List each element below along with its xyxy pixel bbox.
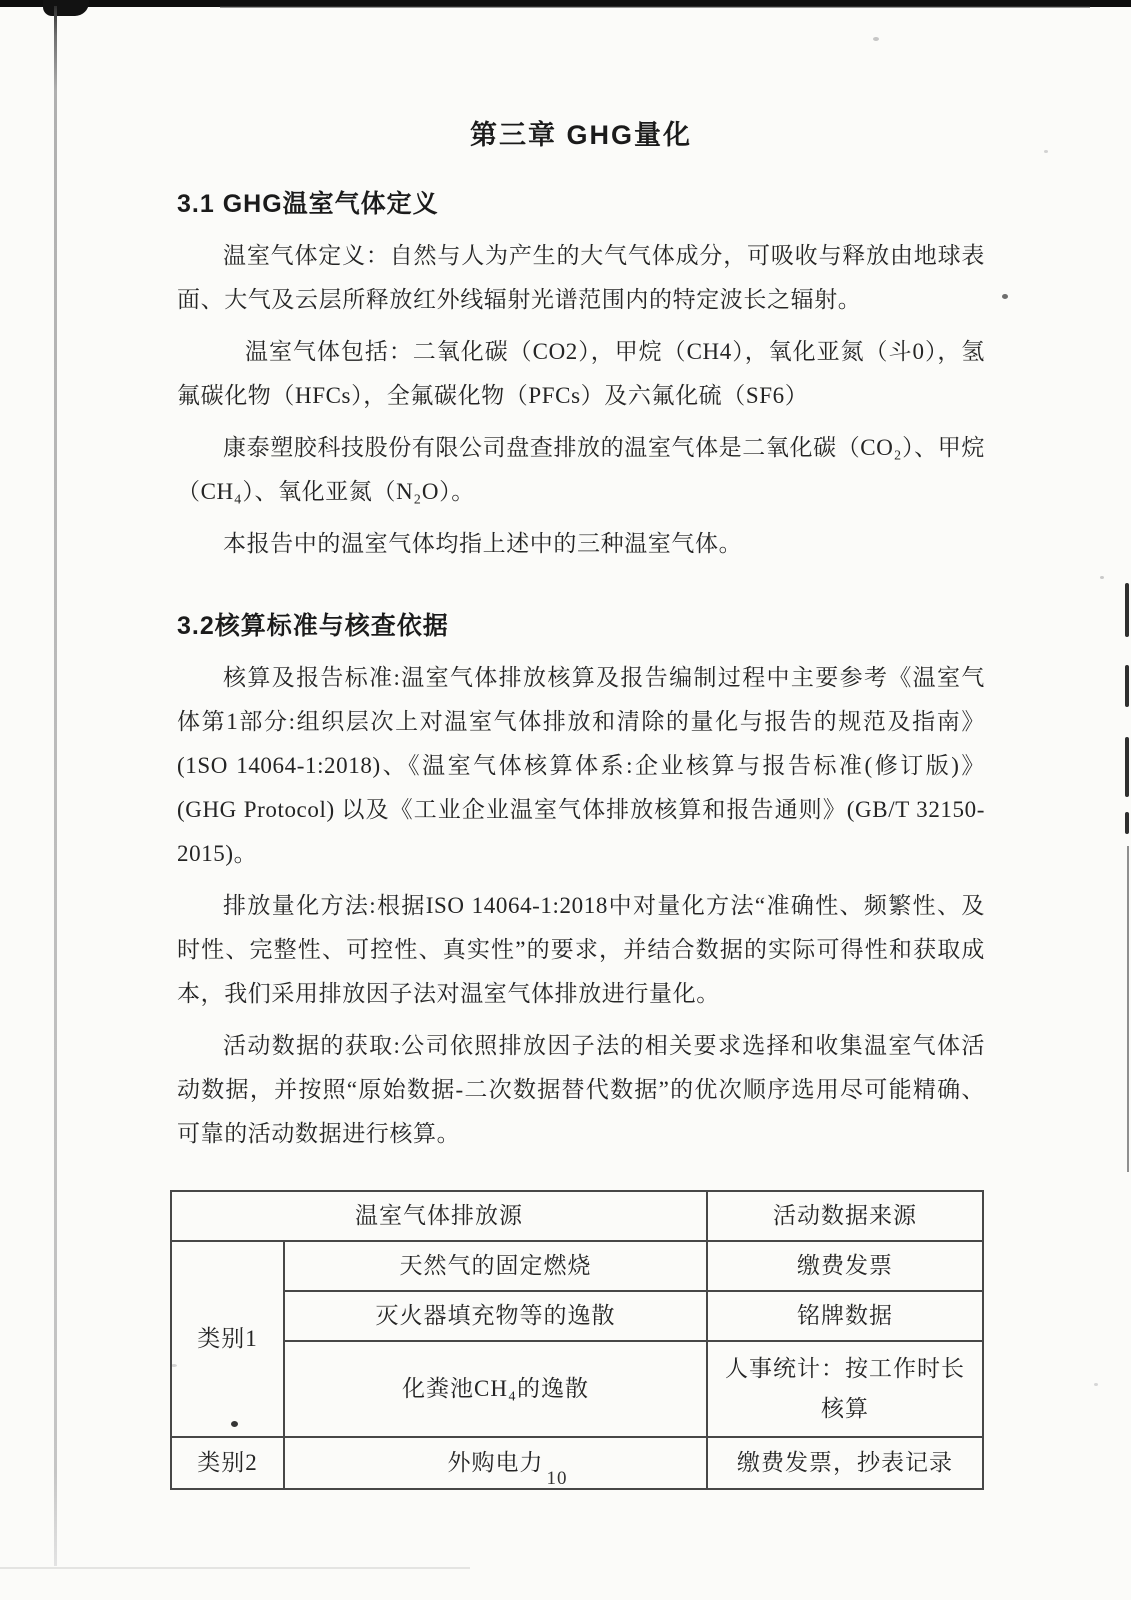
section-heading-3-1: 3.1 GHG温室气体定义 xyxy=(177,190,439,218)
section-heading-3-2: 3.2核算标准与核查依据 xyxy=(177,612,449,640)
scan-speck xyxy=(1100,576,1104,579)
scan-right-edge-mark xyxy=(1125,812,1129,834)
table-cell-source: 化粪池CH₄的逸散 xyxy=(284,1341,707,1437)
table-cell-source: 天然气的固定燃烧 xyxy=(284,1241,707,1291)
table-header-emission-source: 温室气体排放源 xyxy=(171,1191,707,1241)
paragraph-company-gases: 康泰塑胶科技股份有限公司盘查排放的温室气体是二氧化碳（CO₂）、甲烷（CH₄）、氧化亚氮（N₂O）。 xyxy=(177,435,985,504)
table-row xyxy=(171,1291,983,1341)
table-row xyxy=(171,1241,983,1291)
table-cell-source: 灭火器填充物等的逸散 xyxy=(284,1291,707,1341)
table-cell-category-2: 类别2 xyxy=(171,1437,284,1489)
scan-bottom-edge xyxy=(0,1567,470,1569)
section-3-2 xyxy=(177,606,985,1156)
chapter-title: 第三章 GHG量化 xyxy=(469,120,692,150)
scan-right-edge-mark xyxy=(1125,737,1129,797)
table-cell-data-source: 缴费发票，抄表记录 xyxy=(707,1437,983,1489)
table-row xyxy=(171,1341,983,1437)
table-cell-data-source: 铭牌数据 xyxy=(707,1291,983,1341)
paragraph-standards: 核算及报告标准:温室气体排放核算及报告编制过程中主要参考《温室气体第1部分:组织层次上对温室气体排放和清除的量化与报告的规范及指南》(1SO 14064-1:2018)、《温室气体核算体系:企业核算与报告标准(修订版)》(GHG Protocol) 以及《工业企业温室气体排放核算和报告通则》(GB/T 32150-2015)。 xyxy=(177,665,985,866)
table-cell-data-source: 人事统计：按工作时长核算 xyxy=(707,1341,983,1437)
paragraph-quantification-method: 排放量化方法:根据ISO 14064-1:2018中对量化方法“准确性、频繁性、及时性、完整性、可控性、真实性”的要求，并结合数据的实际可得性和获取成本，我们采用排放因子法对温室气体排放进行量化。 xyxy=(177,893,985,1006)
scan-speck xyxy=(1094,1383,1098,1386)
table-header-activity-data-source: 活动数据来源 xyxy=(707,1191,983,1241)
table-cell-source: 外购电力 xyxy=(284,1437,707,1489)
emission-source-table xyxy=(170,1190,984,1490)
scan-speck xyxy=(1044,150,1048,153)
paragraph-ghg-definition: 温室气体定义：自然与人为产生的大气气体成分，可吸收与释放由地球表面、大气及云层所释放红外线辐射光谱范围内的特定波长之辐射。 xyxy=(177,243,985,312)
paragraph-report-scope: 本报告中的温室气体均指上述中的三种温室气体。 xyxy=(223,531,743,556)
page-number: 10 xyxy=(546,1468,568,1489)
section-3-1 xyxy=(177,184,985,566)
scan-speck xyxy=(1002,294,1008,299)
table-header-row xyxy=(171,1191,983,1241)
paragraph-ghg-list: 温室气体包括：二氧化碳（CO2），甲烷（CH4），氧化亚氮（斗0），氢氟碳化物（HFCs），全氟碳化物（PFCs）及六氟化硫（SF6） xyxy=(177,339,985,408)
scan-right-edge-line xyxy=(1127,846,1129,1172)
page-content xyxy=(177,0,985,1490)
scan-right-edge-mark xyxy=(1125,583,1129,637)
scan-right-edge-mark xyxy=(1125,665,1129,707)
paragraph-activity-data: 活动数据的获取:公司依照排放因子法的相关要求选择和收集温室气体活动数据，并按照“原始数据-二次数据替代数据”的优次顺序选用尽可能精确、可靠的活动数据进行核算。 xyxy=(177,1033,985,1146)
table-cell-category-1: 类别1 xyxy=(171,1241,284,1437)
table-cell-data-source: 缴费发票 xyxy=(707,1241,983,1291)
scan-corner-blob xyxy=(43,0,89,16)
scan-binding-line xyxy=(54,6,57,1566)
